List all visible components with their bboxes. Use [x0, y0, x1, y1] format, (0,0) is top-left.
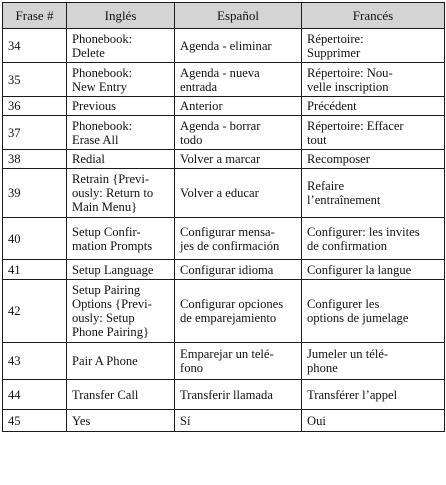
phrase-number-cell: 37 — [3, 116, 67, 150]
french-phrase-cell: Configurer les options de jumelage — [302, 280, 445, 343]
spanish-phrase-cell: Agenda - eliminar — [175, 29, 302, 63]
spanish-phrase-cell: Sí — [175, 410, 302, 432]
spanish-phrase-cell: Volver a educar — [175, 169, 302, 218]
table-body — [3, 29, 445, 432]
french-phrase-cell: Répertoire: Nou- velle inscription — [302, 63, 445, 97]
phrase-number-cell: 40 — [3, 218, 67, 260]
spanish-phrase-cell: Configurar mensa- jes de confirmación — [175, 218, 302, 260]
french-phrase-cell: Précédent — [302, 97, 445, 116]
phrase-number-cell: 36 — [3, 97, 67, 116]
english-phrase-cell: Redial — [67, 150, 175, 169]
french-phrase-cell: Refaire l’entraînement — [302, 169, 445, 218]
spanish-phrase-cell: Transferir llamada — [175, 380, 302, 410]
table-row — [3, 116, 445, 150]
spanish-phrase-cell: Emparejar un telé- fono — [175, 343, 302, 380]
english-phrase-cell: Setup Pairing Options {Previ- ously: Setup Phone Pairing} — [67, 280, 175, 343]
french-phrase-cell: Recomposer — [302, 150, 445, 169]
english-phrase-cell: Pair A Phone — [67, 343, 175, 380]
phrase-number-cell: 43 — [3, 343, 67, 380]
spanish-phrase-cell: Anterior — [175, 97, 302, 116]
spanish-phrase-cell: Agenda - borrar todo — [175, 116, 302, 150]
phrase-number-cell: 39 — [3, 169, 67, 218]
table-row — [3, 280, 445, 343]
english-phrase-cell: Setup Confir- mation Prompts — [67, 218, 175, 260]
header-phrase-number: Frase # — [3, 3, 67, 29]
phrase-number-cell: 38 — [3, 150, 67, 169]
header-english: Inglés — [67, 3, 175, 29]
english-phrase-cell: Phonebook: Delete — [67, 29, 175, 63]
english-phrase-cell: Setup Language — [67, 260, 175, 280]
french-phrase-cell: Jumeler un télé- phone — [302, 343, 445, 380]
header-row — [3, 3, 445, 29]
voice-command-phrase-table — [2, 2, 445, 432]
french-phrase-cell: Transférer l’appel — [302, 380, 445, 410]
table-row — [3, 97, 445, 116]
phrase-number-cell: 45 — [3, 410, 67, 432]
english-phrase-cell: Transfer Call — [67, 380, 175, 410]
spanish-phrase-cell: Configurar idioma — [175, 260, 302, 280]
english-phrase-cell: Yes — [67, 410, 175, 432]
french-phrase-cell: Configurer: les invites de confirmation — [302, 218, 445, 260]
english-phrase-cell: Phonebook: Erase All — [67, 116, 175, 150]
phrase-number-cell: 42 — [3, 280, 67, 343]
english-phrase-cell: Retrain {Previ- ously: Return to Main Menu} — [67, 169, 175, 218]
phrase-table-container — [2, 2, 444, 483]
header-spanish: Español — [175, 3, 302, 29]
phrase-number-cell: 34 — [3, 29, 67, 63]
table-row — [3, 150, 445, 169]
table-row — [3, 343, 445, 380]
french-phrase-cell: Configurer la langue — [302, 260, 445, 280]
header-french: Francés — [302, 3, 445, 29]
spanish-phrase-cell: Volver a marcar — [175, 150, 302, 169]
french-phrase-cell: Répertoire: Supprimer — [302, 29, 445, 63]
english-phrase-cell: Previous — [67, 97, 175, 116]
table-header — [3, 3, 445, 29]
phrase-number-cell: 41 — [3, 260, 67, 280]
table-row — [3, 380, 445, 410]
phrase-number-cell: 35 — [3, 63, 67, 97]
table-row — [3, 260, 445, 280]
phrase-number-cell: 44 — [3, 380, 67, 410]
table-row — [3, 63, 445, 97]
french-phrase-cell: Oui — [302, 410, 445, 432]
english-phrase-cell: Phonebook: New Entry — [67, 63, 175, 97]
spanish-phrase-cell: Configurar opciones de emparejamiento — [175, 280, 302, 343]
spanish-phrase-cell: Agenda - nueva entrada — [175, 63, 302, 97]
french-phrase-cell: Répertoire: Effacer tout — [302, 116, 445, 150]
table-row — [3, 169, 445, 218]
table-row — [3, 218, 445, 260]
table-row — [3, 410, 445, 432]
table-row — [3, 29, 445, 63]
